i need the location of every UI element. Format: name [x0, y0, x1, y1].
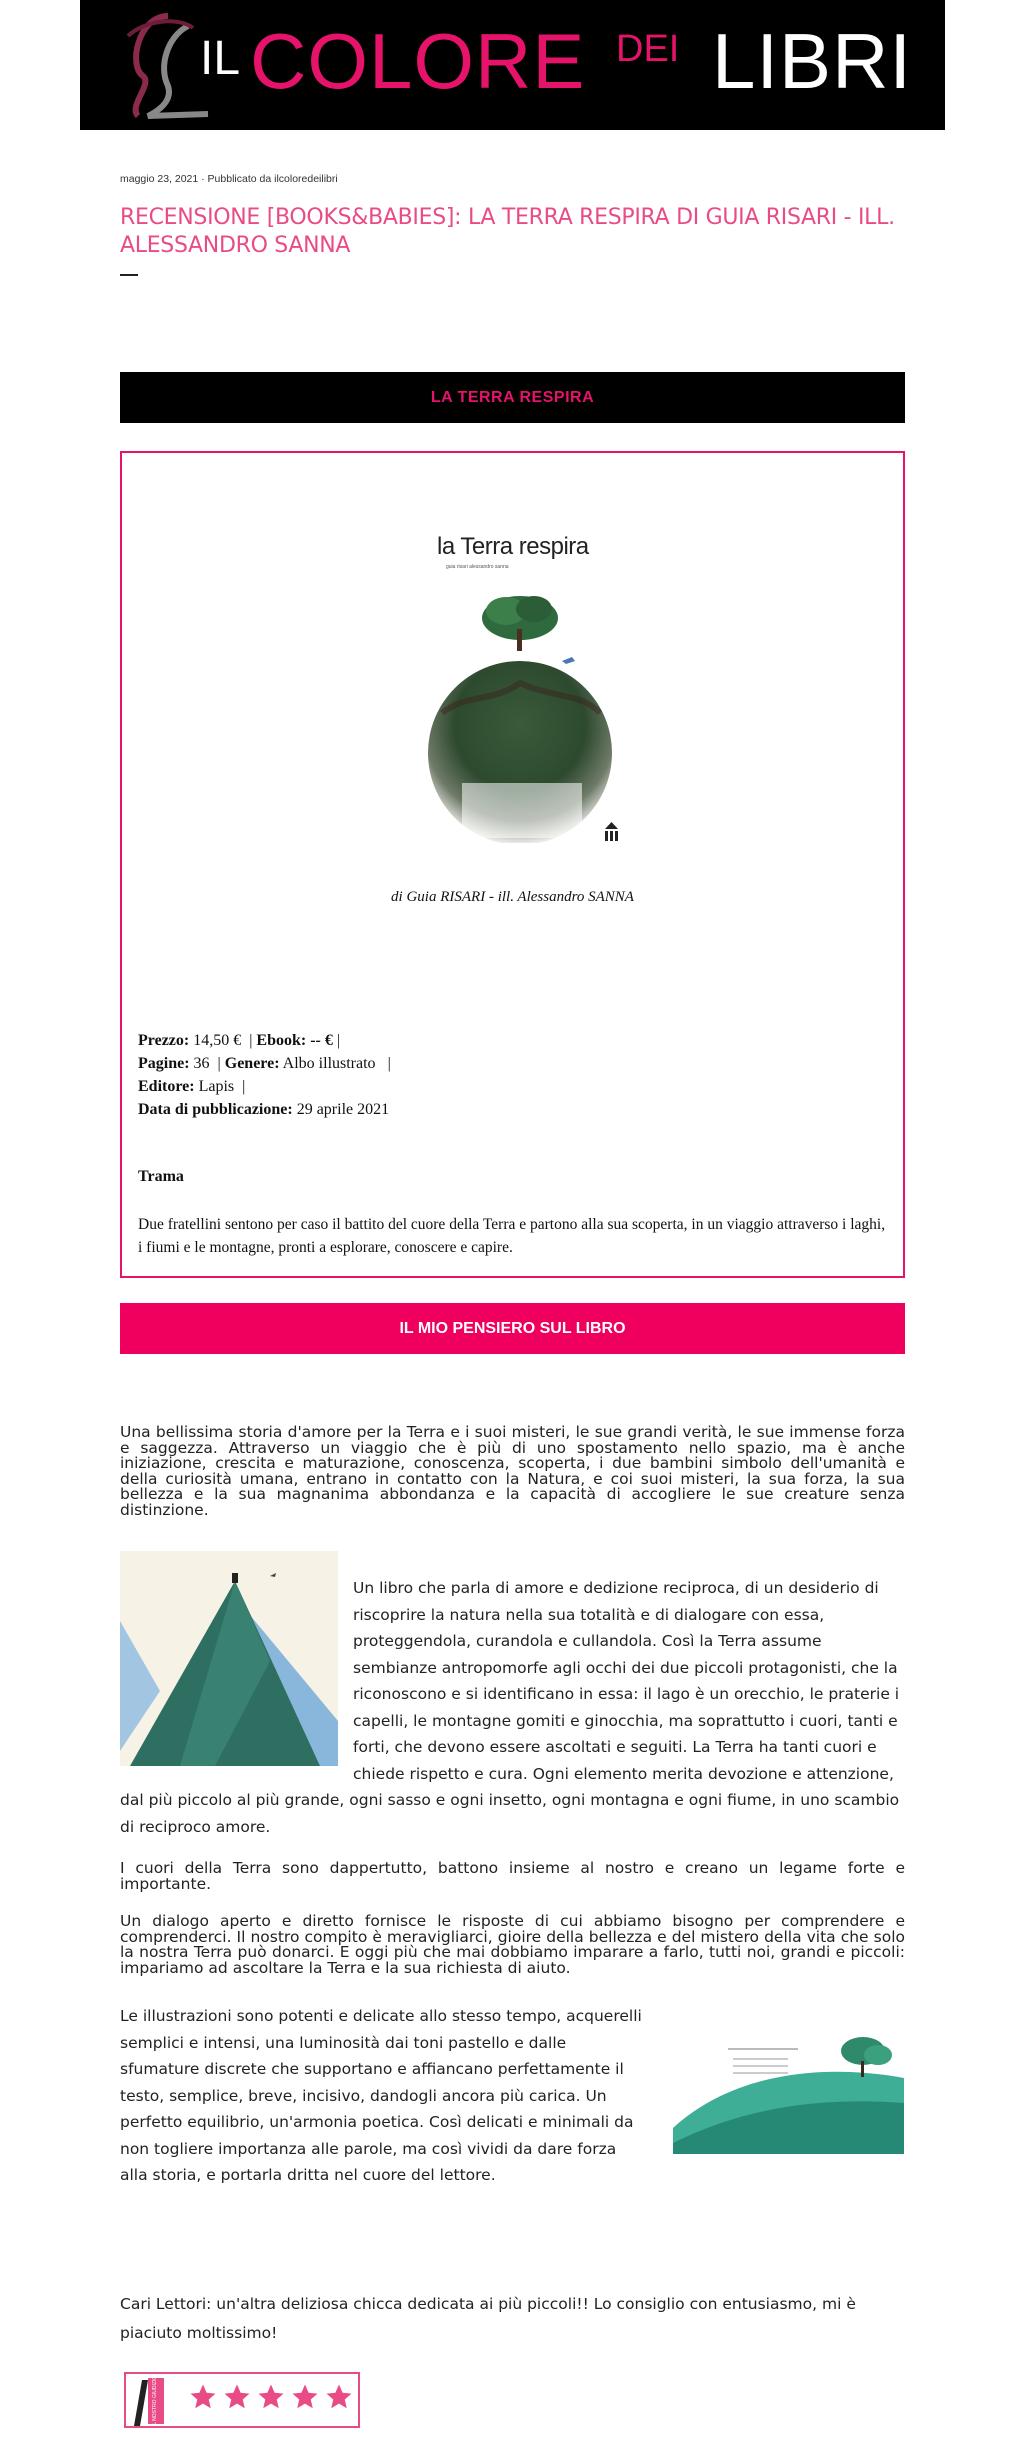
review-heading-label: IL MIO PENSIERO SUL LIBRO — [399, 1319, 626, 1337]
star-icon — [222, 2382, 252, 2412]
site-header-logo[interactable] — [80, 0, 945, 130]
plot-heading: Trama — [138, 1168, 184, 1185]
ebook-label: Ebook: — [256, 1032, 307, 1049]
pages-label: Pagine: — [138, 1055, 190, 1072]
rating-box — [124, 2372, 360, 2428]
rating-badge-text: IL NOSTRO GIUDIZIO — [152, 2376, 158, 2426]
logo-dei: DEI — [616, 28, 680, 70]
book-byline: di Guia RISARI - ill. Alessandro SANNA — [391, 889, 634, 905]
star-icon — [290, 2382, 320, 2412]
logo-colore: COLORE — [250, 17, 586, 105]
book-title-band — [120, 372, 905, 423]
tree-hill-illustration-image[interactable] — [673, 2033, 904, 2154]
publisher-label: Editore: — [138, 1078, 195, 1095]
title-divider — [120, 274, 138, 276]
rating-stars — [188, 2382, 354, 2412]
rating-badge-icon — [128, 2376, 168, 2426]
star-icon — [256, 2382, 286, 2412]
image-float-spacer — [120, 1575, 353, 1773]
separator: | — [217, 1055, 221, 1072]
separator: | — [249, 1032, 253, 1049]
post-meta: maggio 23, 2021 · Pubblicato da ilcoloredeilibri — [120, 173, 338, 185]
book-cover-image[interactable] — [422, 533, 622, 843]
ebook-value: -- € — [310, 1032, 333, 1049]
date-label: Data di pubblicazione: — [138, 1101, 293, 1118]
logo-libri: LIBRI — [712, 17, 913, 105]
genre-label: Genere: — [224, 1055, 280, 1072]
review-paragraph-2: Un libro che parla di amore e dedizione reciproca, di un desiderio di riscoprire la natura nella sua totalità e di dialogare con essa, proteggendola, curandola e cullandola. Così la Terra assume sembianze antropomorfe agli occhi dei due piccoli protagonisti, che la riconoscono e si identificano in essa: il lago è un orecchio, le praterie i capelli, le montagne gomiti e ginocchia, ma soprattutto i cuori, tanti e forti, che devono essere ascoltati e seguiti. La Terra ha tanti cuori e chiede rispetto e cura. Ogni elemento merita devozione e attenzione, dal più piccolo al più grande, ogni sasso e ogni insetto, ogni montagna e ogni fiume, in uno scambio di reciproco amore. — [120, 1579, 900, 1836]
publisher-value: Lapis — [198, 1078, 235, 1095]
price-value: 14,50 € — [193, 1032, 242, 1049]
review-heading-band — [120, 1303, 905, 1354]
review-paragraph-3: I cuori della Terra sono dappertutto, battono insieme al nostro e creano un legame forte e importante. — [120, 1859, 905, 1893]
price-label: Prezzo: — [138, 1032, 190, 1049]
book-title-band-label: LA TERRA RESPIRA — [430, 388, 595, 406]
genre-value: Albo illustrato — [282, 1055, 376, 1072]
star-icon — [188, 2382, 218, 2412]
book-info-box — [120, 451, 905, 1278]
cover-title: la Terra respira — [437, 533, 589, 560]
review-paragraph-2-wrap — [120, 1575, 905, 1840]
review-closing: Cari Lettori: un'altra deliziosa chicca dedicata ai più piccoli!! Lo consiglio con entusiasmo, mi è piaciuto moltissimo! — [120, 2295, 856, 2342]
review-paragraph-5: Le illustrazioni sono potenti e delicate allo stesso tempo, acquerelli semplici e intensi, una luminosità dai toni pastello e dalle sfumature discrete che supportano e affiancano perfettamente il testo, semplice, breve, incisivo, dandogli ancora più carica. Un perfetto equilibrio, un'armonia poetica. Così delicati e minimali da non togliere importanza alle parole, ma così vividi da dare forza alla storia, e portarla dritta nel cuore del lettore. — [120, 2007, 642, 2184]
plot-text: Due fratellini sentono per caso il battito del cuore della Terra e partono alla sua scoperta, in un viaggio attraverso i laghi, i fiumi e le montagne, pronti a esplorare, conoscere e capire. — [138, 1216, 886, 1256]
post-title[interactable]: RECENSIONE [BOOKS&BABIES]: LA TERRA RESPIRA DI GUIA RISARI - ILL. ALESSANDRO SANNA — [120, 205, 895, 258]
star-icon — [324, 2382, 354, 2412]
book-details — [138, 1029, 391, 1121]
pages-value: 36 — [193, 1055, 210, 1072]
review-paragraph-4: Un dialogo aperto e diretto fornisce le risposte di cui abbiamo bisogno per comprendere e comprenderci. Il nostro compito è meravigliarci, gioire della bellezza e del mistero della vita che solo la nostra Terra può donarci. E oggi più che mai dobbiamo imparare a farlo, tutti noi, grandi e piccoli: impariamo ad ascoltare la Terra e la sua richiesta di aiuto. — [120, 1912, 905, 1977]
separator: | — [336, 1032, 341, 1049]
logo-il: IL — [200, 32, 241, 85]
cover-authors: guia risari alessandro sanna — [446, 564, 509, 570]
date-value: 29 aprile 2021 — [296, 1101, 390, 1118]
separator: | — [387, 1055, 391, 1072]
review-paragraph-1: Una bellissima storia d'amore per la Terra e i suoi misteri, le sue grandi verità, le sue immense forza e saggezza. Attraverso un viaggio che è più di uno spostamento nello spazio, ma è anche iniziazione, crescita e maturazione, conoscenza, scoperta, i due bambini simbolo dell'umanità e della curiosità umana, entrano in contatto con la Natura, e coi suoi misteri, la sua forza, la sua bellezza e la sua magnanima abbondanza e la capacità di accogliere le sue creature senza distinzione. — [120, 1423, 905, 1519]
separator: | — [242, 1078, 246, 1095]
